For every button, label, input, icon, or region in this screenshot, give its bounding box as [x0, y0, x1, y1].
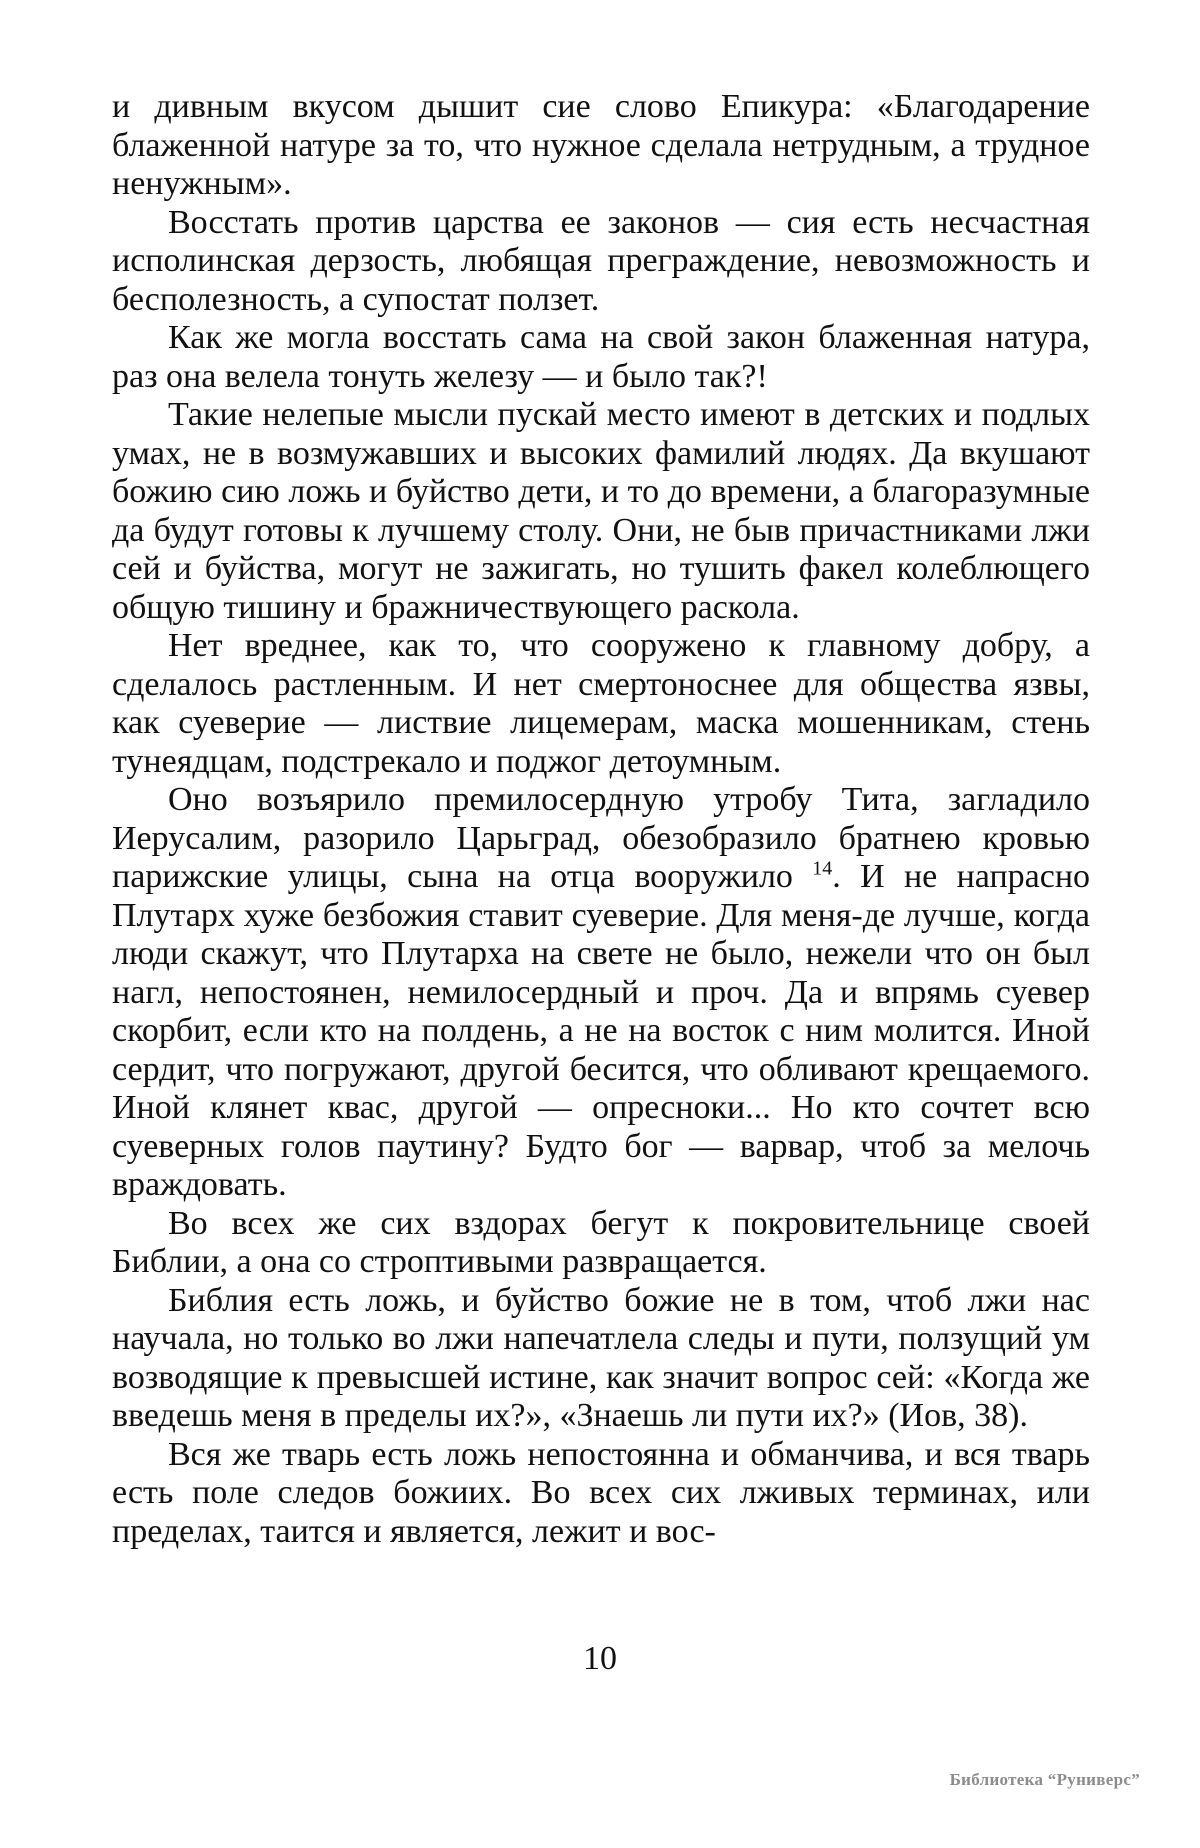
paragraph: Во всех же сих вздорах бегут к покровительнице своей Библии, а она со строптивыми развращается. — [112, 1204, 1090, 1280]
paragraph: и дивным вкусом дышит сие слово Епикура: «Благодарение блаженной натуре за то, что нужное сделала нетрудным, а трудное ненужным». — [112, 88, 1090, 202]
paragraph-text: Оно возъярило премилосердную утробу Тита, загладило Иерусалим, разорило Царьград, обезобразило братнею кровью парижские улицы, сына на отца вооружило — [112, 781, 1090, 895]
library-watermark: Библиотека “Руниверс” — [949, 1770, 1140, 1789]
paragraph: Вся же тварь есть ложь непостоянна и обманчива, и вся тварь есть поле следов божиих. Во всех сих лживых терминах, или пределах, таится и является, лежит и вос- — [112, 1435, 1090, 1550]
paragraph: Библия есть ложь, и буйство божие не в том, чтоб лжи нас научала, но только во лжи напечатлела следы и пути, ползущий ум возводящие к превысшей истине, как значит вопрос сей: «Когда же введешь меня в пределы их?», «Знаешь ли пути их?» (Иов, 38). — [112, 1281, 1090, 1434]
paragraph: Такие нелепые мысли пускай место имеют в детских и подлых умах, не в возмужавших и высоких фамилий людях. Да вкушают божию сию ложь и буйство дети, и то до времени, а благоразумные да будут готовы к лучшему столу. Они, не быв причастниками лжи сей и буйства, могут не зажигать, но тушить факел колеблющего общую тишину и бражничествующего раскола. — [112, 396, 1090, 626]
paragraph: Как же могла восстать сама на свой закон блаженная натура, раз она велела тонуть железу — и было так?! — [112, 319, 1090, 395]
footnote-reference[interactable]: 14 — [812, 857, 833, 880]
paragraph: Восстать против царства ее законов — сия есть несчастная исполинская дерзость, любящая преграждение, невозможность и бесполезность, а супостат ползет. — [112, 203, 1090, 318]
page-number: 10 — [583, 1640, 617, 1677]
body-text — [112, 88, 1090, 1551]
paragraph — [112, 781, 1090, 1205]
paragraph-text: . И не напрасно Плутарх хуже безбожия ставит суеверие. Для меня-де лучше, когда люди скажут, что Плутарха на свете не было, нежели что он был нагл, непостоянен, немилосердный и проч. Да и впрямь суевер скорбит, если кто на полдень, а не на восток с ним молится. Иной сердит, что погружают, другой бесится, что обливают крещаемого. Иной клянет квас, другой — опресноки... Но кто сочтет всю суеверных голов паутину? Будто бог — варвар, чтоб за мелочь враждовать. — [112, 858, 1091, 1203]
paragraph: Нет вреднее, как то, что сооружено к главному добру, а сделалось растленным. И нет смертоноснее для общества язвы, как суеверие — листвие лицемерам, маска мошенникам, стень тунеядцам, подстрекало и поджог детоумным. — [112, 627, 1090, 780]
